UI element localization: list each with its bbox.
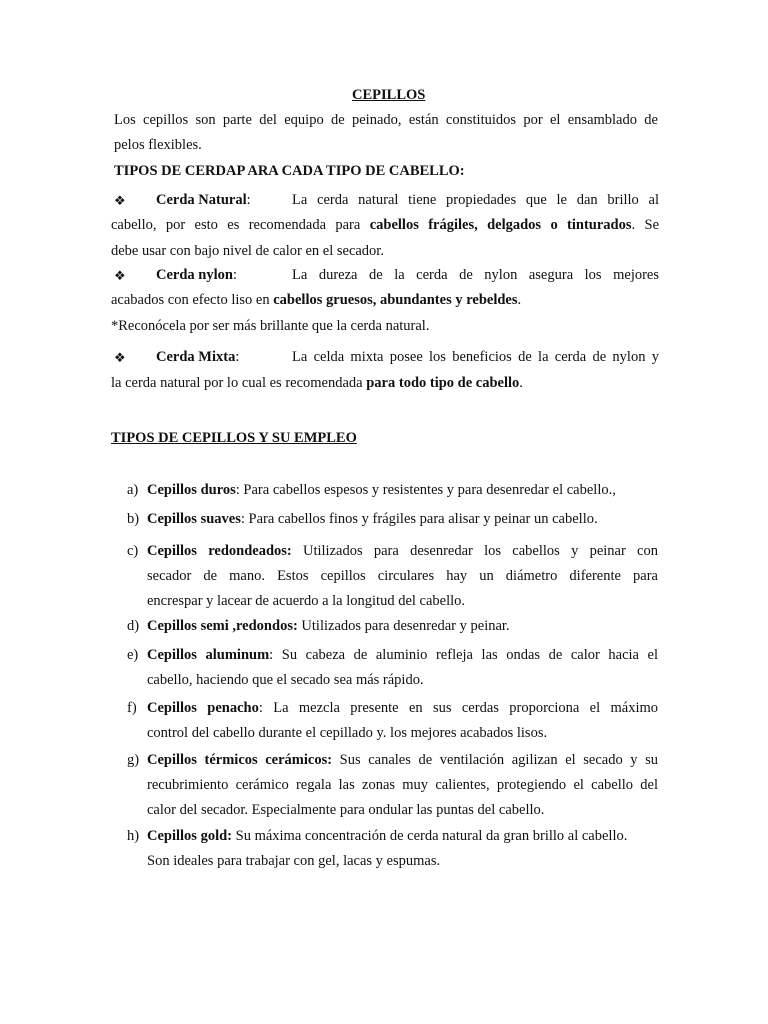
list-item-d-term: Cepillos semi ,redondos: [147,618,298,634]
list-item-h-text-1: Su máxima concentración de cerda natural da gran brillo al cabello. [235,828,628,844]
list-item-f-term: Cepillos penacho [147,700,259,716]
list-item-c [147,542,658,560]
list-item-a-text: : Para cabellos espesos y resistentes y para desenredar el cabello., [235,482,616,498]
cerda-natural-line-2-bold: cabellos frágiles, delgados o tinturados [369,217,632,233]
list-item-marker: g) [127,752,140,768]
cerda-mixta-name: Cerda Mixta [156,349,236,365]
list-item-e-text-1: : Su cabeza de aluminio refleja las ondas de calor hacia el [269,647,658,663]
cerda-mixta-line-2-pre: la cerda natural por lo cual es recomendada [111,375,363,391]
intro-line-1: Los cepillos son parte del equipo de peinado, están constituidos por el ensamblado de [114,112,658,128]
list-item-d-text: Utilizados para desenredar y peinar. [301,618,510,634]
tipos-cepillos-heading: TIPOS DE CEPILLOS Y SU EMPLEO [111,430,357,446]
list-item-marker: b) [127,511,140,527]
list-item-a [147,481,616,499]
list-item-marker: h) [127,828,140,844]
list-item-c-line-2: secador de mano. Estos cepillos circulares hay un diámetro diferente para [147,568,658,584]
cerda-natural-name: Cerda Natural [156,192,247,208]
list-item-h [147,827,627,845]
list-item-e-term: Cepillos aluminum [147,647,270,663]
cerda-mixta-line-2-bold: para todo tipo de cabello [366,375,520,391]
list-item-c-term: Cepillos redondeados: [147,543,292,559]
list-item-g-text-1: Sus canales de ventilación agilizan el secado y su [339,752,658,768]
cerda-natural-line-3: debe usar con bajo nivel de calor en el secador. [111,243,384,259]
list-item-c-text-1: Utilizados para desenredar los cabellos y peinar con [303,543,658,559]
list-item-marker: e) [127,647,139,663]
list-item-f [147,699,658,717]
cerda-nylon-name: Cerda nylon [156,267,233,283]
cerda-nylon-colon: : [232,267,237,283]
list-item-marker: d) [127,618,140,634]
list-item-g-line-2: recubrimiento cerámico regala las zonas muy calientes, protegiendo el cabello del [147,777,658,793]
list-item-b [147,510,598,528]
cerda-nylon-line-1: La dureza de la cerda de nylon asegura los mejores [292,267,659,283]
diamond-bullet-icon: ❖ [114,350,126,365]
list-item-g-line-3: calor del secador. Especialmente para ondular las puntas del cabello. [147,802,545,818]
cerda-natural-line-2-pre: cabello, por esto es recomendada para [111,217,361,233]
list-item-c-line-3: encrespar y lacear de acuerdo a la longitud del cabello. [147,593,466,609]
cerda-nylon-line-2-post: . [517,292,522,308]
cerda-natural-line-2-post: . Se [631,217,660,233]
cerda-nylon-line-2 [111,291,521,309]
cerda-natural-line-1: La cerda natural tiene propiedades que le dan brillo al [292,192,659,208]
cerda-natural-line-2 [111,216,659,234]
list-item-a-term: Cepillos duros [147,482,236,498]
list-item-h-line-2: Son ideales para trabajar con gel, lacas y espumas. [147,853,441,869]
cerda-mixta-line-2-post: . [519,375,523,391]
list-item-b-term: Cepillos suaves [147,511,241,527]
list-item-f-text-1: : La mezcla presente en sus cerdas proporciona el máximo [258,700,658,716]
list-item-marker: a) [127,482,139,498]
list-item-e [147,646,658,664]
intro-line-2: pelos flexibles. [114,137,202,153]
list-item-b-text: : Para cabellos finos y frágiles para alisar y peinar un cabello. [240,511,598,527]
cerda-mixta-label [156,348,239,366]
cerda-nylon-label [156,266,237,284]
cerda-mixta-line-2 [111,374,523,392]
tipos-cerda-heading: TIPOS DE CERDAP ARA CADA TIPO DE CABELLO: [114,163,465,179]
cerda-natural-label [156,191,251,209]
cerda-nylon-note: *Reconócela por ser más brillante que la cerda natural. [111,318,430,334]
diamond-bullet-icon: ❖ [114,268,126,283]
list-item-e-line-2: cabello, haciendo que el secado sea más rápido. [147,672,424,688]
cerda-natural-colon: : [246,192,251,208]
cerda-nylon-line-2-pre: acabados con efecto liso en [111,292,270,308]
cerda-nylon-line-2-bold: cabellos gruesos, abundantes y rebeldes [273,292,518,308]
cerda-mixta-colon: : [235,349,240,365]
list-item-d [147,617,510,635]
list-item-g [147,751,658,769]
list-item-g-term: Cepillos térmicos cerámicos: [147,752,333,768]
list-item-f-line-2: control del cabello durante el cepillado y. los mejores acabados lisos. [147,725,548,741]
diamond-bullet-icon: ❖ [114,193,126,208]
page-title: CEPILLOS [352,87,426,103]
cerda-mixta-line-1: La celda mixta posee los beneficios de la cerda de nylon y [292,349,659,365]
list-item-marker: c) [127,543,139,559]
list-item-h-term: Cepillos gold: [147,828,232,844]
list-item-marker: f) [127,700,137,716]
